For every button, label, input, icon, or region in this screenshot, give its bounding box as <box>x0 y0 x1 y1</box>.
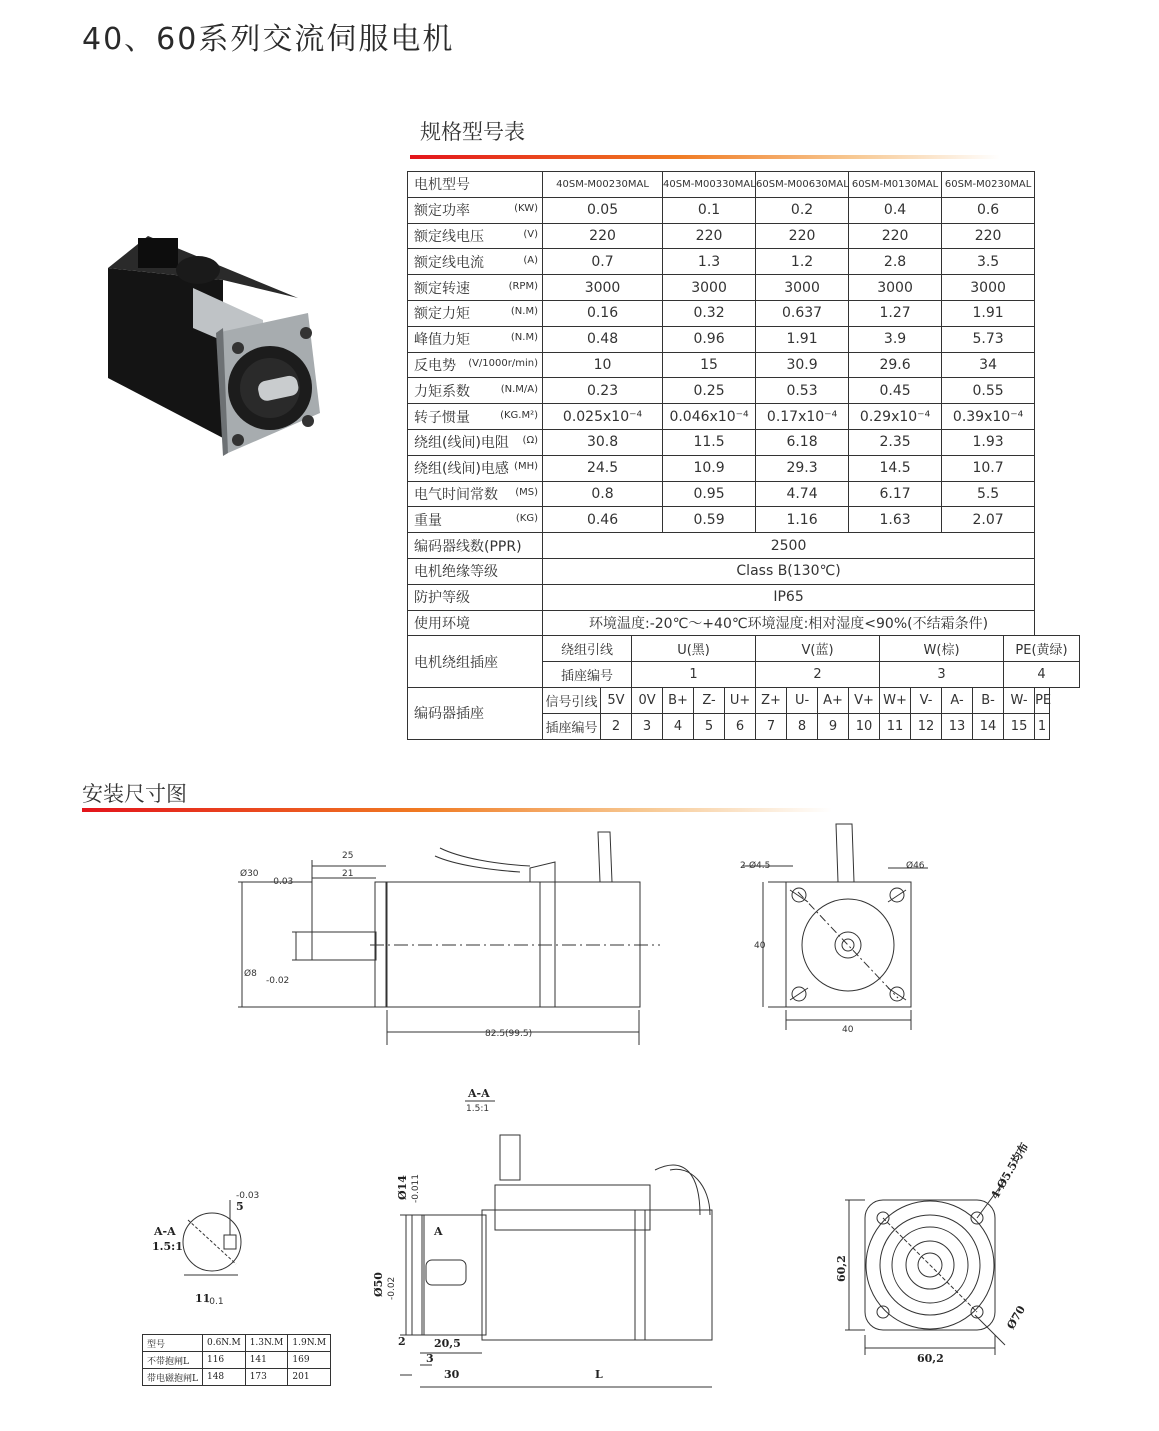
encoder-ppr-row <box>408 533 1080 559</box>
spec-row-label <box>408 326 543 352</box>
drawing-side-view <box>230 820 670 1060</box>
spec-header-row <box>408 172 1080 198</box>
length-cell: 116 <box>202 1352 245 1369</box>
dim-pcd-2: Ø70 <box>1004 1303 1029 1332</box>
key-section-scale: 1.5:1 <box>152 1240 183 1253</box>
spec-value: 0.29x10⁻⁴ <box>849 404 942 430</box>
spec-header-label: 电机型号 <box>408 172 543 198</box>
spec-value: 15 <box>663 352 756 378</box>
spec-row-label <box>408 481 543 507</box>
spec-row <box>408 404 1080 430</box>
length-cell: 148 <box>202 1369 245 1386</box>
dim-shaft: Ø14 <box>396 1175 409 1200</box>
spec-value: 0.46 <box>543 507 663 533</box>
spec-value: 29.6 <box>849 352 942 378</box>
drawing-flange-view <box>825 1140 1045 1365</box>
winding-lead: U(黑) <box>632 636 756 662</box>
spec-heading-bar <box>410 155 1000 159</box>
param-name: 反电势 <box>414 357 456 374</box>
spec-value: 0.53 <box>756 378 849 404</box>
spec-value: 0.25 <box>663 378 756 404</box>
param-unit: (RPM) <box>508 280 538 292</box>
spec-value: 1.2 <box>756 249 849 275</box>
spec-value: 0.6 <box>942 197 1035 223</box>
length-cell: 169 <box>288 1352 331 1369</box>
spec-value: 0.59 <box>663 507 756 533</box>
encoder-signal: W+ <box>880 687 911 713</box>
spec-value: 2.8 <box>849 249 942 275</box>
encoder-pin: 12 <box>911 713 942 739</box>
length-table <box>142 1334 331 1386</box>
spec-value: 3.9 <box>849 326 942 352</box>
spec-value: 0.23 <box>543 378 663 404</box>
dim-length: 82.5(99.5) <box>485 1029 533 1039</box>
encoder-pin: 9 <box>818 713 849 739</box>
spec-heading: 规格型号表 <box>420 120 525 144</box>
spec-value: 0.16 <box>543 300 663 326</box>
dim-20-5: 20,5 <box>434 1337 461 1350</box>
section-scale: 1.5:1 <box>466 1104 490 1114</box>
encoder-pin: 2 <box>601 713 632 739</box>
spec-row <box>408 378 1080 404</box>
spec-value: 30.8 <box>543 429 663 455</box>
dim-pcd: Ø46 <box>906 861 925 871</box>
encoder-pin: 8 <box>787 713 818 739</box>
spec-value: 2.07 <box>942 507 1035 533</box>
spec-value: 11.5 <box>663 429 756 455</box>
spec-value: 10.9 <box>663 455 756 481</box>
encoder-signal: A- <box>942 687 973 713</box>
insulation-class-label: 电机绝缘等级 <box>408 558 543 584</box>
winding-lead: V(蓝) <box>756 636 880 662</box>
spec-value: 5.73 <box>942 326 1035 352</box>
spec-value: 24.5 <box>543 455 663 481</box>
spec-value: 0.05 <box>543 197 663 223</box>
spec-value: 4.74 <box>756 481 849 507</box>
spec-row-label <box>408 404 543 430</box>
encoder-pin: 14 <box>973 713 1004 739</box>
dim-shaft-dia: Ø30 <box>240 869 259 879</box>
spec-value: 0.45 <box>849 378 942 404</box>
insulation-class-value: Class B(130℃) <box>543 558 1035 584</box>
spec-value: 0.637 <box>756 300 849 326</box>
length-header: 1.3N.M <box>245 1335 288 1352</box>
spec-row <box>408 300 1080 326</box>
encoder-signal: 5V <box>601 687 632 713</box>
encoder-row2-label: 插座编号 <box>543 713 601 739</box>
spec-value: 0.95 <box>663 481 756 507</box>
param-name: 额定线电压 <box>414 228 484 245</box>
winding-lead: W(棕) <box>880 636 1004 662</box>
protection-grade-row <box>408 584 1080 610</box>
motor-photo <box>98 228 323 462</box>
dim-shaft-tol: -0.011 <box>411 1173 421 1203</box>
param-unit: (KG) <box>515 512 538 524</box>
dim-key-h: 11 <box>195 1292 211 1305</box>
param-unit: (A) <box>523 254 538 266</box>
spec-value: 0.32 <box>663 300 756 326</box>
insulation-class-row <box>408 558 1080 584</box>
length-row <box>143 1369 331 1386</box>
dim-flange-w: 60,2 <box>917 1352 944 1365</box>
param-unit: (KW) <box>514 203 538 215</box>
param-unit: (MH) <box>514 461 538 473</box>
model-name: 60SM-M0230MAL <box>942 172 1035 198</box>
dim-25: 25 <box>342 851 354 861</box>
dim-3: 3 <box>426 1352 434 1365</box>
winding-pin: 4 <box>1004 662 1080 688</box>
spec-row-label <box>408 352 543 378</box>
encoder-signal: U- <box>787 687 818 713</box>
spec-value: 0.7 <box>543 249 663 275</box>
dim-heading: 安装尺寸图 <box>82 782 187 806</box>
drawing-side-view-2 <box>370 1075 730 1381</box>
spec-row <box>408 481 1080 507</box>
length-cell: 带电磁抱闸L <box>143 1369 203 1386</box>
winding-pin: 1 <box>632 662 756 688</box>
dim-key-dia: Ø8 <box>244 969 257 979</box>
protection-grade-value: IP65 <box>543 584 1035 610</box>
spec-value: 220 <box>942 223 1035 249</box>
spec-value: 14.5 <box>849 455 942 481</box>
spec-value: 34 <box>942 352 1035 378</box>
spec-value: 30.9 <box>756 352 849 378</box>
param-name: 重量 <box>414 512 442 529</box>
dim-key-w: 5 <box>236 1200 244 1213</box>
spec-row <box>408 429 1080 455</box>
length-cell: 173 <box>245 1369 288 1386</box>
encoder-pin: 1 <box>1035 713 1050 739</box>
length-header: 0.6N.M <box>202 1335 245 1352</box>
dim-l: L <box>595 1368 603 1381</box>
param-name: 力矩系数 <box>414 383 470 400</box>
param-name: 峰值力矩 <box>414 332 470 349</box>
spec-table <box>407 171 1080 740</box>
spec-value: 1.27 <box>849 300 942 326</box>
length-header-row <box>143 1335 331 1352</box>
encoder-pin: 3 <box>632 713 663 739</box>
param-unit: (KG.M²) <box>500 409 538 421</box>
spec-value: 2.35 <box>849 429 942 455</box>
spec-value: 1.63 <box>849 507 942 533</box>
spec-value: 0.8 <box>543 481 663 507</box>
encoder-signal: V- <box>911 687 942 713</box>
encoder-row1-label: 信号引线 <box>543 687 601 713</box>
dim-21: 21 <box>342 869 354 879</box>
spec-value: 0.39x10⁻⁴ <box>942 404 1035 430</box>
dim-mark-a: A <box>434 1225 443 1238</box>
spec-value: 1.3 <box>663 249 756 275</box>
encoder-ppr-label: 编码器线数(PPR) <box>408 533 543 559</box>
encoder-socket-row-1 <box>408 687 1080 713</box>
encoder-pin: 7 <box>756 713 787 739</box>
encoder-signal: PE <box>1035 687 1050 713</box>
encoder-socket-label: 编码器插座 <box>408 687 543 739</box>
encoder-pin: 11 <box>880 713 911 739</box>
param-unit: (N.M/A) <box>500 383 538 395</box>
spec-row <box>408 223 1080 249</box>
drawing-key-section <box>140 1180 260 1310</box>
spec-value: 1.93 <box>942 429 1035 455</box>
dim-key-w-tol: -0.03 <box>236 1191 260 1201</box>
spec-value: 6.18 <box>756 429 849 455</box>
dim-spigot-tol: -0.02 <box>387 1276 397 1300</box>
encoder-pin: 6 <box>725 713 756 739</box>
dim-heading-bar <box>82 808 832 812</box>
encoder-signal: Z+ <box>756 687 787 713</box>
param-unit: (N.M) <box>510 306 538 318</box>
winding-label: 电机绕组插座 <box>408 636 543 688</box>
spec-row-label <box>408 223 543 249</box>
param-name: 额定转速 <box>414 280 470 297</box>
spec-value: 220 <box>663 223 756 249</box>
spec-value: 3000 <box>663 275 756 301</box>
model-name: 40SM-M00330MAL <box>663 172 756 198</box>
spec-row <box>408 352 1080 378</box>
param-unit: (N.M) <box>510 332 538 344</box>
spec-value: 0.2 <box>756 197 849 223</box>
spec-row <box>408 455 1080 481</box>
spec-value: 1.91 <box>756 326 849 352</box>
spec-value: 3000 <box>543 275 663 301</box>
param-name: 额定功率 <box>414 203 470 220</box>
spec-value: 0.046x10⁻⁴ <box>663 404 756 430</box>
dim-side-w: 40 <box>842 1025 854 1035</box>
spec-value: 0.025x10⁻⁴ <box>543 404 663 430</box>
encoder-signal: 0V <box>632 687 663 713</box>
model-name: 60SM-M00630MAL <box>756 172 849 198</box>
encoder-pin: 15 <box>1004 713 1035 739</box>
length-cell: 201 <box>288 1369 331 1386</box>
spec-value: 3000 <box>756 275 849 301</box>
environment-value: 环境温度:-20℃～+40℃环境湿度:相对湿度<90%(不结霜条件) <box>543 610 1035 636</box>
spec-value: 3000 <box>849 275 942 301</box>
spec-row-label <box>408 429 543 455</box>
spec-value: 220 <box>756 223 849 249</box>
param-unit: (V/1000r/min) <box>468 357 538 369</box>
spec-row <box>408 275 1080 301</box>
spec-value: 1.91 <box>942 300 1035 326</box>
spec-row <box>408 507 1080 533</box>
encoder-pin: 4 <box>663 713 694 739</box>
dim-side-h: 40 <box>754 941 766 951</box>
dim-spigot: Ø50 <box>372 1272 385 1297</box>
spec-value: 3000 <box>942 275 1035 301</box>
param-name: 额定线电流 <box>414 254 484 271</box>
dim-holes-2: 4-Ø5.5均布 <box>988 1140 1032 1202</box>
param-name: 额定力矩 <box>414 306 470 323</box>
param-name: 转子惯量 <box>414 409 470 426</box>
length-cell: 不带抱闸L <box>143 1352 203 1369</box>
length-row <box>143 1352 331 1369</box>
spec-value: 0.55 <box>942 378 1035 404</box>
dim-key-h-tol: -0.1 <box>206 1297 224 1307</box>
spec-value: 220 <box>849 223 942 249</box>
spec-row <box>408 249 1080 275</box>
dim-flange-h: 60,2 <box>835 1255 848 1282</box>
spec-value: 10.7 <box>942 455 1035 481</box>
spec-value: 0.17x10⁻⁴ <box>756 404 849 430</box>
spec-value: 10 <box>543 352 663 378</box>
encoder-pin: 10 <box>849 713 880 739</box>
model-name: 40SM-M00230MAL <box>543 172 663 198</box>
spec-value: 1.16 <box>756 507 849 533</box>
spec-row-label <box>408 507 543 533</box>
dim-shaft-tol: -0.03 <box>270 877 294 887</box>
encoder-ppr-value: 2500 <box>543 533 1035 559</box>
spec-row-label <box>408 300 543 326</box>
spec-row-label <box>408 378 543 404</box>
winding-pin: 2 <box>756 662 880 688</box>
spec-value: 220 <box>543 223 663 249</box>
spec-row-label <box>408 275 543 301</box>
spec-row-label <box>408 249 543 275</box>
winding-pin: 3 <box>880 662 1004 688</box>
environment-row <box>408 610 1080 636</box>
param-unit: (MS) <box>515 486 538 498</box>
spec-value: 6.17 <box>849 481 942 507</box>
spec-value: 29.3 <box>756 455 849 481</box>
drawing-front-view <box>738 820 925 1045</box>
spec-value: 0.1 <box>663 197 756 223</box>
winding-row1-label: 绕组引线 <box>543 636 632 662</box>
encoder-signal: Z- <box>694 687 725 713</box>
protection-grade-label: 防护等级 <box>408 584 543 610</box>
winding-lead: PE(黄绿) <box>1004 636 1080 662</box>
length-cell: 141 <box>245 1352 288 1369</box>
section-label: A-A <box>468 1087 490 1100</box>
spec-row-label <box>408 197 543 223</box>
encoder-signal: B+ <box>663 687 694 713</box>
dim-holes: 2-Ø4.5 <box>740 861 771 871</box>
model-name: 60SM-M0130MAL <box>849 172 942 198</box>
length-header: 型号 <box>143 1335 203 1352</box>
encoder-signal: V+ <box>849 687 880 713</box>
encoder-pin: 13 <box>942 713 973 739</box>
length-header: 1.9N.M <box>288 1335 331 1352</box>
param-name: 绕组(线间)电阻 <box>414 435 509 452</box>
encoder-signal: U+ <box>725 687 756 713</box>
spec-value: 0.4 <box>849 197 942 223</box>
dim-30: 30 <box>444 1368 460 1381</box>
dim-key-tol: -0.02 <box>266 976 290 986</box>
winding-row2-label: 插座编号 <box>543 662 632 688</box>
encoder-signal: A+ <box>818 687 849 713</box>
key-section-label: A-A <box>154 1225 176 1238</box>
spec-value: 0.48 <box>543 326 663 352</box>
encoder-signal: B- <box>973 687 1004 713</box>
param-unit: (V) <box>523 228 538 240</box>
param-name: 电气时间常数 <box>414 486 498 503</box>
spec-row <box>408 326 1080 352</box>
spec-value: 0.96 <box>663 326 756 352</box>
param-unit: (Ω) <box>522 435 538 447</box>
param-name: 绕组(线间)电感 <box>414 461 509 478</box>
encoder-pin: 5 <box>694 713 725 739</box>
spec-row-label <box>408 455 543 481</box>
winding-row-1 <box>408 636 1080 662</box>
spec-row <box>408 197 1080 223</box>
page-title: 40、60系列交流伺服电机 <box>82 22 455 57</box>
encoder-signal: W- <box>1004 687 1035 713</box>
spec-value: 5.5 <box>942 481 1035 507</box>
environment-label: 使用环境 <box>408 610 543 636</box>
spec-value: 3.5 <box>942 249 1035 275</box>
dim-2: 2 <box>398 1335 406 1348</box>
